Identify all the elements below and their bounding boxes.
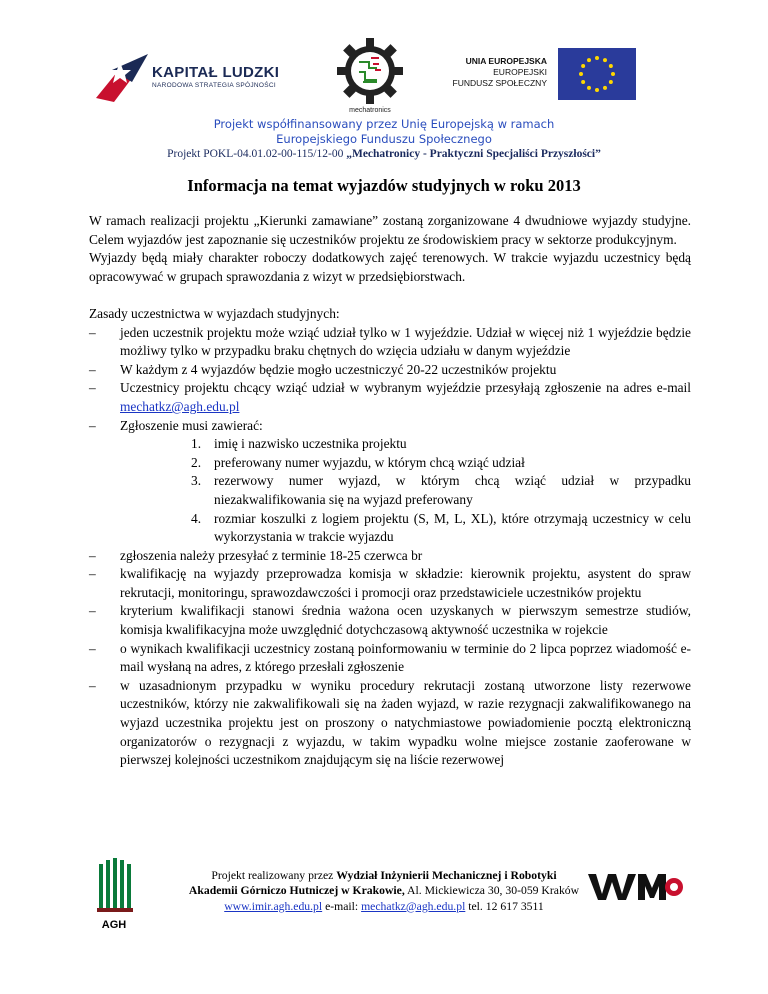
eu-star-icon — [611, 72, 615, 76]
kapital-ludzki-title: KAPITAŁ LUDZKI — [152, 64, 280, 81]
header-line-1: Projekt współfinansowany przez Unię Europejską w ramach — [213, 117, 555, 131]
dash-bullet: – — [89, 677, 96, 693]
header-line-2: Europejskiego Funduszu Społecznego — [276, 132, 492, 146]
logo-bar — [92, 38, 652, 118]
rule-text: Zgłoszenie musi zawierać: — [120, 417, 263, 433]
dash-bullet: – — [89, 566, 96, 582]
rule-item — [89, 417, 691, 436]
kapital-ludzki-subtitle: NARODOWA STRATEGIA SPÓJNOŚCI — [152, 82, 276, 89]
email-link[interactable]: mechatkz@agh.edu.pl — [120, 398, 240, 414]
dash-bullet: – — [89, 361, 96, 377]
sublist-item — [89, 472, 691, 509]
sublist-number: 3. — [191, 473, 202, 489]
rule-item — [89, 324, 691, 361]
eu-line-1: UNIA EUROPEJSKA — [465, 56, 547, 66]
eu-text — [432, 56, 547, 89]
rule-text: W każdym z 4 wyjazdów będzie mogło uczestniczyć 20-22 uczestników projektu — [120, 361, 557, 377]
sublist-number: 4. — [191, 510, 202, 526]
rules-heading: Zasady uczestnictwa w wyjazdach studyjnych: — [89, 305, 340, 321]
website-link[interactable]: www.imir.agh.edu.pl — [224, 899, 323, 913]
rule-text: Uczestnicy projektu chcący wziąć udział w wybranym wyjeździe przesyłają zgłoszenie na adres e-mail — [120, 380, 691, 396]
sublist-text: rezerwowy numer wyjazd, w którym chcą wziąć udział w przypadku niezakwalifikowania się na wyjazd preferowany — [214, 473, 691, 507]
rule-item — [89, 361, 691, 380]
eu-star-icon — [595, 88, 599, 92]
eu-star-icon — [603, 58, 607, 62]
dash-bullet: – — [89, 380, 96, 396]
dash-bullet: – — [89, 417, 96, 433]
sublist-number: 2. — [191, 454, 202, 470]
university-address: Al. Mickiewicza 30, 30-059 Kraków — [404, 884, 580, 898]
rule-item — [89, 602, 691, 639]
dash-bullet: – — [89, 324, 96, 340]
rule-item — [89, 640, 691, 677]
rule-text: kwalifikację na wyjazdy przeprowadza komisja w składzie: kierownik projektu, asystent do spraw rekrutacji, monitoringu, sprawozdawczości i promocji oraz przedstawiciele uczestników projektu — [120, 566, 691, 600]
mechatronics-gear-icon — [337, 38, 403, 104]
rule-item — [89, 565, 691, 602]
eu-star-icon — [581, 80, 585, 84]
document-body — [89, 212, 691, 770]
kapital-ludzki-logo — [92, 48, 292, 104]
agh-label: AGH — [101, 919, 127, 931]
rule-item — [89, 379, 691, 416]
kapital-ludzki-emblem-icon — [92, 48, 152, 104]
eu-star-icon — [581, 64, 585, 68]
footer-email-link[interactable]: mechatkz@agh.edu.pl — [361, 899, 466, 913]
intro-paragraph-1: W ramach realizacji projektu „Kierunki zamawiane” zostaną zorganizowane 4 dwudniowe wyjazdy studyjne. Celem wyjazdów jest zapoznanie się uczestników projektu ze środowiskiem pracy w sektorze produkcyjnym. — [89, 213, 691, 247]
eu-star-icon — [603, 86, 607, 90]
mechatronics-label: mechatronics — [349, 107, 391, 114]
sublist-number: 1. — [191, 436, 202, 452]
dash-bullet: – — [89, 547, 96, 563]
rule-text: zgłoszenia należy przesyłać z terminie 18-25 czerwca br — [120, 547, 423, 563]
wimir-logo-icon — [588, 870, 686, 904]
faculty-name: Wydział Inżynierii Mechanicznej i Robotyki — [336, 869, 557, 882]
sublist-item — [89, 435, 691, 454]
dash-bullet: – — [89, 640, 96, 656]
eu-star-icon — [587, 58, 591, 62]
sublist-text: rozmiar koszulki z logiem projektu (S, M, L, XL), które otrzymają uczestnicy w celu wykorzystania w trakcie wyjazdu — [214, 510, 691, 545]
eu-star-icon — [587, 86, 591, 90]
eu-flag-icon — [558, 48, 636, 100]
rule-text: w uzasadnionym przypadku w wyniku procedury rekrutacji zostaną utworzone listy rezerwowe uczestników, którzy nie zakwalifikowali się na żaden wyjazd, w razie rezygnacji zakwalifikowanego na wyjazd uczestnika projektu jest on proszony o natychmiastowe powiadomienie pocztą elektroniczną organizatorów o rezygnacji z wyjazdu, w takim wypadku wolne miejsce zostanie zaoferowane w pierwszej kolejności uczestnikom znajdującym się na liście rezerwowej — [120, 677, 691, 768]
rule-text: jeden uczestnik projektu może wziąć udział tylko w 1 wyjeździe. Udział w więcej niż 1 wyjeździe będzie możliwy tylko w przypadku braku chętnych do wzięcia udziału w danym wyjeździe — [120, 324, 691, 359]
eu-star-icon — [609, 80, 613, 84]
rule-item — [89, 677, 691, 770]
mechatronics-logo — [335, 38, 405, 118]
email-prefix: e-mail: — [322, 899, 362, 913]
eu-star-icon — [579, 72, 583, 76]
sublist-item — [89, 454, 691, 473]
eu-star-icon — [609, 64, 613, 68]
sublist-text: preferowany numer wyjazdu, w którym chcą wziąć udział — [214, 454, 525, 470]
rule-text: o wynikach kwalifikacji uczestnicy zostaną poinformowaniu w terminie do 2 lipca poprzez wiadomość e-mail wysłaną na adres, z którego przesłali zgłoszenie — [120, 640, 691, 675]
eu-star-icon — [595, 56, 599, 60]
header-line-3 — [0, 147, 768, 162]
university-name: Akademii Górniczo Hutniczej w Krakowie, — [188, 884, 405, 898]
sublist-text: imię i nazwisko uczestnika projektu — [214, 436, 407, 452]
sublist-item — [89, 510, 691, 547]
phone-number: tel. 12 617 3511 — [465, 899, 544, 913]
eu-line-2: EUROPEJSKI — [493, 67, 547, 77]
intro-paragraph-2: Wyjazdy będą miały charakter roboczy dodatkowych zajęć terenowych. W trakcie wyjazdu uczestnicy będą opracowywać w grupach sprawozdania z wizyt w przedsiębiorstwach. — [89, 250, 691, 284]
dash-bullet: – — [89, 603, 96, 619]
project-header — [0, 117, 768, 162]
footer-prefix: Projekt realizowany przez — [211, 869, 337, 882]
page-title: Informacja na temat wyjazdów studyjnych w roku 2013 — [187, 176, 581, 195]
eu-line-3: FUNDUSZ SPOŁECZNY — [452, 78, 547, 88]
project-name: „Mechatronicy - Praktyczni Specjaliści Przyszłości” — [346, 148, 601, 160]
rule-item — [89, 547, 691, 566]
project-number: Projekt POKL-04.01.02-00-115/12-00 — [167, 148, 347, 160]
rule-text: kryterium kwalifikacji stanowi średnia ważona ocen uzyskanych w pierwszym semestrze studiów, komisja kwalifikacyjna może uwzględnić dotychczasową aktywność uczestnika w rojekcie — [120, 603, 691, 638]
